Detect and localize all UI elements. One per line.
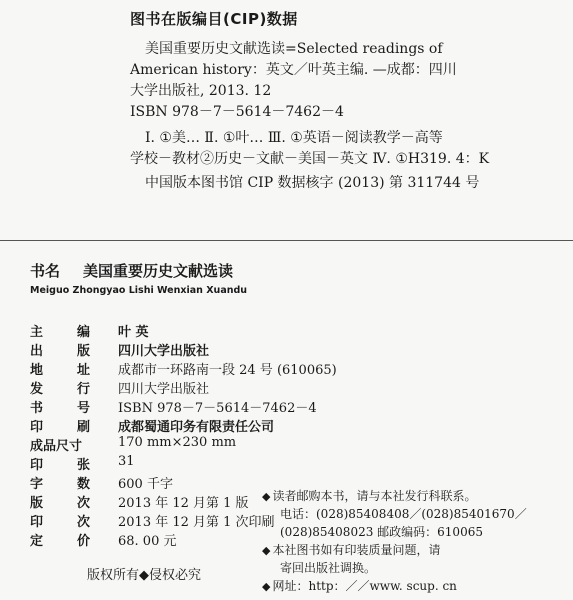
notice-phone: 电话：(028)85408408／(028)85401670／ [280,507,527,521]
cip-line-1: 美国重要历史文献选读=Selected readings of [145,41,443,57]
info-label: 出 版 [30,344,90,359]
info-value: 四川大学出版社 [118,382,210,397]
notice-mail-order: ◆ 读者邮购本书，请与本社发行科联系。 [262,489,477,503]
info-label: 书 号 [30,401,90,416]
info-value: 68. 00 元 [118,534,177,549]
cip-title: 图书在版编目(CIP)数据 [130,10,298,28]
info-value: ISBN 978－7－5614－7462－4 [118,401,317,416]
book-name-label: 书名 [30,262,61,280]
info-label: 成品尺寸 [30,439,83,454]
info-value: 170 mm×230 mm [118,435,237,450]
info-label: 字 数 [30,477,90,492]
cip-line-6: 学校－教材②历史－文献－美国－英文 Ⅳ. ①H319. 4：K [130,151,490,167]
info-label: 印 次 [30,515,90,530]
section-divider [0,240,573,241]
info-label: 印 张 [30,458,90,473]
info-value: 成都市一环路南一段 24 号 (610065) [118,363,337,378]
info-value: 31 [118,454,135,469]
cip-line-7: 中国版本图书馆 CIP 数据核字 (2013) 第 311744 号 [145,175,480,191]
info-value: 2013 年 12 月第 1 次印刷 [118,515,275,530]
info-label: 印 刷 [30,420,90,435]
book-name: 美国重要历史文献选读 [83,262,234,280]
cip-line-5: Ⅰ. ①美… Ⅱ. ①叶… Ⅲ. ①英语－阅读教学－高等 [145,130,443,146]
diamond-icon: ◆ [262,490,271,503]
diamond-icon: ◆ [262,544,271,557]
notice-quality: ◆ 本社图书如有印装质量问题，请 [262,543,441,557]
info-value: 成都蜀通印务有限责任公司 [118,420,275,435]
info-label: 地 址 [30,363,90,378]
info-label: 发 行 [30,382,90,397]
info-value: 叶 英 [118,325,149,340]
info-value: 600 千字 [118,477,173,492]
diamond-icon: ◆ [262,580,271,593]
info-label: 定 价 [30,534,90,549]
cip-line-2: American history：英文／叶英主编. —成都：四川 [130,62,457,78]
book-pinyin: Meiguo Zhongyao Lishi Wenxian Xuandu [30,285,248,296]
info-value: 2013 年 12 月第 1 版 [118,496,249,511]
info-value: 四川大学出版社 [118,344,210,359]
copyright-notice: 版权所有◆侵权必究 [87,568,201,583]
info-label: 主 编 [30,325,90,340]
notice-return: 寄回出版社调换。 [280,561,377,575]
info-label: 版 次 [30,496,90,511]
cip-line-4: ISBN 978－7－5614－7462－4 [130,104,344,120]
cip-line-3: 大学出版社, 2013. 12 [130,83,272,99]
notice-website: ◆ 网址：http：／／www. scup. cn [262,579,457,593]
notice-postcode: (028)85408023 邮政编码：610065 [280,525,483,539]
